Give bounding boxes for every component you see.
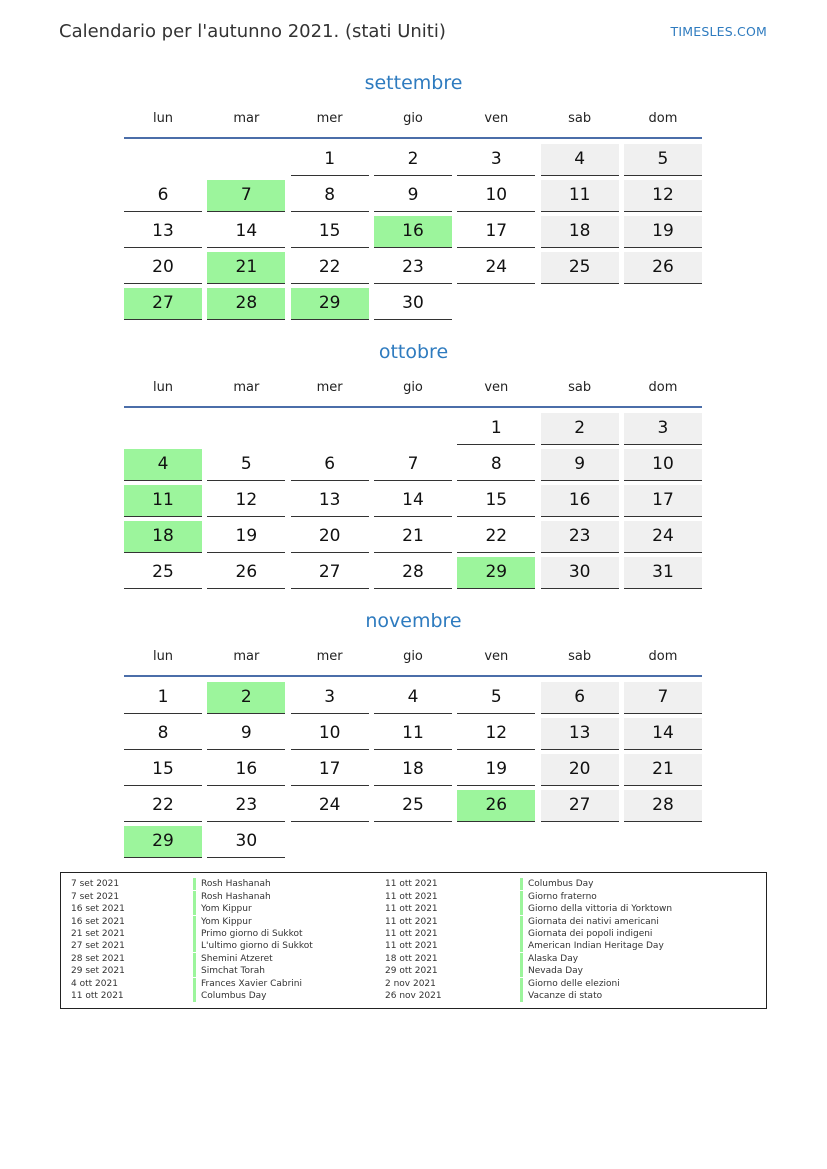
legend-color-marker [520, 878, 523, 890]
legend-date: 28 set 2021 [71, 953, 125, 964]
header-rule [124, 675, 702, 677]
legend-holiday-name: L'ultimo giorno di Sukkot [201, 941, 313, 952]
day-cell: 19 [457, 754, 535, 786]
month-grid [124, 144, 702, 320]
legend-date: 18 ott 2021 [385, 953, 438, 964]
day-cell: 22 [124, 790, 202, 822]
legend-item [385, 915, 672, 927]
day-cell: 12 [207, 485, 285, 517]
month-title: settembre [364, 72, 463, 94]
legend-color-marker [193, 940, 196, 952]
legend-item [385, 940, 672, 952]
day-cell: 15 [124, 754, 202, 786]
weekday-label: dom [648, 380, 678, 395]
site-brand: TIMESLES.COM [670, 24, 767, 39]
day-cell: 30 [541, 557, 619, 589]
day-cell: 1 [124, 682, 202, 714]
day-cell: 25 [541, 252, 619, 284]
legend-holiday-name: Primo giorno di Sukkot [201, 928, 303, 939]
day-cell: 21 [207, 252, 285, 284]
day-cell: 26 [207, 557, 285, 589]
day-cell: 28 [374, 557, 452, 589]
day-cell: 26 [457, 790, 535, 822]
day-cell: 10 [291, 718, 369, 750]
day-cell: 6 [541, 682, 619, 714]
day-cell: 27 [541, 790, 619, 822]
day-cell: 10 [624, 449, 702, 481]
day-cell: 23 [541, 521, 619, 553]
day-cell: 27 [291, 557, 369, 589]
month-block [0, 70, 827, 320]
day-cell: 23 [374, 252, 452, 284]
day-cell: 16 [541, 485, 619, 517]
legend-holiday-name: American Indian Heritage Day [528, 941, 664, 952]
empty-cell [291, 413, 369, 445]
day-cell: 17 [291, 754, 369, 786]
day-cell: 29 [124, 826, 202, 858]
legend-item [71, 903, 313, 915]
day-cell: 30 [207, 826, 285, 858]
legend-holiday-name: Giorno delle elezioni [528, 978, 620, 989]
legend-holiday-name: Alaska Day [528, 953, 579, 964]
legend-date: 11 ott 2021 [385, 879, 438, 890]
day-cell: 18 [124, 521, 202, 553]
weekday-label: ven [484, 649, 509, 664]
legend-column-left [71, 878, 313, 1002]
legend-date: 11 ott 2021 [385, 916, 438, 927]
legend-item [71, 940, 313, 952]
day-cell: 15 [291, 216, 369, 248]
legend-item [385, 990, 672, 1002]
weekday-label: lun [152, 649, 174, 664]
legend-date: 16 set 2021 [71, 904, 125, 915]
legend-item [385, 978, 672, 990]
legend-item [385, 928, 672, 940]
weekday-label: lun [152, 111, 174, 126]
day-cell: 4 [124, 449, 202, 481]
legend-color-marker [520, 891, 523, 903]
day-cell: 7 [374, 449, 452, 481]
weekday-label: gio [403, 649, 423, 664]
weekday-label: mar [233, 649, 260, 664]
legend-color-marker [193, 891, 196, 903]
legend-date: 29 set 2021 [71, 966, 125, 977]
day-cell: 3 [291, 682, 369, 714]
day-cell: 4 [541, 144, 619, 176]
day-cell: 22 [291, 252, 369, 284]
day-cell: 11 [374, 718, 452, 750]
legend-item [385, 965, 672, 977]
legend-color-marker [520, 903, 523, 915]
day-cell: 29 [457, 557, 535, 589]
legend-item [385, 878, 672, 890]
day-cell: 21 [624, 754, 702, 786]
weekday-label: sab [568, 649, 592, 664]
day-cell: 24 [291, 790, 369, 822]
weekday-label: gio [403, 111, 423, 126]
legend-holiday-name: Giornata dei popoli indigeni [528, 928, 653, 939]
legend-holiday-name: Shemini Atzeret [201, 953, 273, 964]
legend-color-marker [520, 990, 523, 1002]
legend-item [71, 878, 313, 890]
day-cell: 2 [207, 682, 285, 714]
day-cell: 26 [624, 252, 702, 284]
day-cell: 18 [374, 754, 452, 786]
legend-color-marker [193, 916, 196, 928]
legend-item [71, 990, 313, 1002]
day-cell: 20 [291, 521, 369, 553]
day-cell: 9 [374, 180, 452, 212]
legend-color-marker [193, 978, 196, 990]
weekday-label: mer [316, 380, 343, 395]
legend-date: 16 set 2021 [71, 916, 125, 927]
month-block [0, 608, 827, 858]
legend-item [385, 953, 672, 965]
day-cell: 9 [541, 449, 619, 481]
day-cell: 5 [624, 144, 702, 176]
legend-date: 27 set 2021 [71, 941, 125, 952]
weekday-label: sab [568, 111, 592, 126]
legend-color-marker [520, 978, 523, 990]
day-cell: 20 [124, 252, 202, 284]
legend-holiday-name: Giornata dei nativi americani [528, 916, 659, 927]
day-cell: 6 [124, 180, 202, 212]
empty-cell [207, 413, 285, 445]
legend-holiday-name: Giorno della vittoria di Yorktown [528, 904, 673, 915]
empty-cell [624, 826, 702, 858]
day-cell: 11 [541, 180, 619, 212]
weekday-label: ven [484, 111, 509, 126]
day-cell: 25 [374, 790, 452, 822]
weekday-label: ven [484, 380, 509, 395]
legend-date: 26 nov 2021 [385, 991, 442, 1002]
legend-color-marker [193, 965, 196, 977]
legend-item [71, 890, 313, 902]
weekday-label: lun [152, 380, 174, 395]
weekday-label: sab [568, 380, 592, 395]
day-cell: 25 [124, 557, 202, 589]
day-cell: 8 [457, 449, 535, 481]
legend-color-marker [520, 928, 523, 940]
day-cell: 13 [124, 216, 202, 248]
legend-date: 11 ott 2021 [385, 941, 438, 952]
legend-holiday-name: Rosh Hashanah [201, 891, 271, 902]
legend-holiday-name: Yom Kippur [201, 916, 252, 927]
legend-color-marker [520, 916, 523, 928]
empty-cell [207, 144, 285, 176]
day-cell: 20 [541, 754, 619, 786]
legend-date: 7 set 2021 [71, 891, 120, 902]
legend-date: 11 ott 2021 [71, 991, 124, 1002]
legend-item [71, 915, 313, 927]
legend-item [71, 965, 313, 977]
day-cell: 8 [291, 180, 369, 212]
day-cell: 14 [374, 485, 452, 517]
day-cell: 3 [457, 144, 535, 176]
legend-color-marker [193, 928, 196, 940]
empty-cell [374, 826, 452, 858]
weekday-header [124, 110, 702, 128]
day-cell: 9 [207, 718, 285, 750]
legend-date: 11 ott 2021 [385, 928, 438, 939]
legend-color-marker [520, 953, 523, 965]
day-cell: 19 [624, 216, 702, 248]
day-cell: 15 [457, 485, 535, 517]
legend-item [71, 953, 313, 965]
legend-date: 29 ott 2021 [385, 966, 438, 977]
day-cell: 31 [624, 557, 702, 589]
empty-cell [124, 144, 202, 176]
legend-holiday-name: Giorno fraterno [528, 891, 597, 902]
day-cell: 5 [207, 449, 285, 481]
legend-color-marker [193, 878, 196, 890]
header-rule [124, 137, 702, 139]
day-cell: 10 [457, 180, 535, 212]
header-rule [124, 406, 702, 408]
legend-item [385, 903, 672, 915]
holiday-legend [60, 872, 767, 1009]
legend-column-right [385, 878, 672, 1002]
day-cell: 23 [207, 790, 285, 822]
day-cell: 3 [624, 413, 702, 445]
day-cell: 13 [291, 485, 369, 517]
day-cell: 1 [457, 413, 535, 445]
weekday-label: mar [233, 111, 260, 126]
empty-cell [624, 288, 702, 320]
day-cell: 6 [291, 449, 369, 481]
weekday-label: dom [648, 111, 678, 126]
weekday-header [124, 648, 702, 666]
day-cell: 4 [374, 682, 452, 714]
day-cell: 1 [291, 144, 369, 176]
day-cell: 16 [207, 754, 285, 786]
legend-holiday-name: Rosh Hashanah [201, 879, 271, 890]
day-cell: 29 [291, 288, 369, 320]
day-cell: 24 [624, 521, 702, 553]
legend-holiday-name: Simchat Torah [201, 966, 265, 977]
legend-item [385, 890, 672, 902]
day-cell: 14 [207, 216, 285, 248]
day-cell: 19 [207, 521, 285, 553]
legend-holiday-name: Columbus Day [201, 991, 267, 1002]
empty-cell [541, 826, 619, 858]
weekday-label: mer [316, 111, 343, 126]
day-cell: 13 [541, 718, 619, 750]
day-cell: 11 [124, 485, 202, 517]
day-cell: 17 [457, 216, 535, 248]
weekday-label: dom [648, 649, 678, 664]
day-cell: 27 [124, 288, 202, 320]
page-title: Calendario per l'autunno 2021. (stati Uniti) [59, 21, 446, 42]
day-cell: 12 [457, 718, 535, 750]
empty-cell [291, 826, 369, 858]
weekday-label: mar [233, 380, 260, 395]
day-cell: 17 [624, 485, 702, 517]
day-cell: 24 [457, 252, 535, 284]
legend-holiday-name: Frances Xavier Cabrini [201, 978, 302, 989]
empty-cell [457, 288, 535, 320]
legend-date: 2 nov 2021 [385, 978, 436, 989]
day-cell: 12 [624, 180, 702, 212]
legend-holiday-name: Yom Kippur [201, 904, 252, 915]
day-cell: 7 [207, 180, 285, 212]
weekday-label: mer [316, 649, 343, 664]
legend-holiday-name: Nevada Day [528, 966, 583, 977]
legend-holiday-name: Columbus Day [528, 879, 594, 890]
day-cell: 5 [457, 682, 535, 714]
legend-date: 7 set 2021 [71, 879, 120, 890]
empty-cell [541, 288, 619, 320]
empty-cell [124, 413, 202, 445]
weekday-label: gio [403, 380, 423, 395]
day-cell: 2 [374, 144, 452, 176]
legend-date: 11 ott 2021 [385, 904, 438, 915]
month-title: novembre [365, 610, 462, 632]
day-cell: 18 [541, 216, 619, 248]
day-cell: 30 [374, 288, 452, 320]
empty-cell [374, 413, 452, 445]
legend-date: 21 set 2021 [71, 928, 125, 939]
day-cell: 7 [624, 682, 702, 714]
legend-color-marker [520, 965, 523, 977]
day-cell: 28 [207, 288, 285, 320]
day-cell: 22 [457, 521, 535, 553]
legend-color-marker [193, 990, 196, 1002]
month-block [0, 339, 827, 589]
day-cell: 16 [374, 216, 452, 248]
legend-color-marker [193, 903, 196, 915]
legend-date: 11 ott 2021 [385, 891, 438, 902]
day-cell: 28 [624, 790, 702, 822]
day-cell: 2 [541, 413, 619, 445]
weekday-header [124, 379, 702, 397]
legend-item [71, 978, 313, 990]
legend-item [71, 928, 313, 940]
legend-holiday-name: Vacanze di stato [528, 991, 603, 1002]
day-cell: 8 [124, 718, 202, 750]
day-cell: 14 [624, 718, 702, 750]
month-grid [124, 413, 702, 589]
legend-color-marker [520, 940, 523, 952]
legend-color-marker [193, 953, 196, 965]
legend-date: 4 ott 2021 [71, 978, 118, 989]
day-cell: 21 [374, 521, 452, 553]
month-grid [124, 682, 702, 858]
month-title: ottobre [378, 341, 449, 363]
empty-cell [457, 826, 535, 858]
